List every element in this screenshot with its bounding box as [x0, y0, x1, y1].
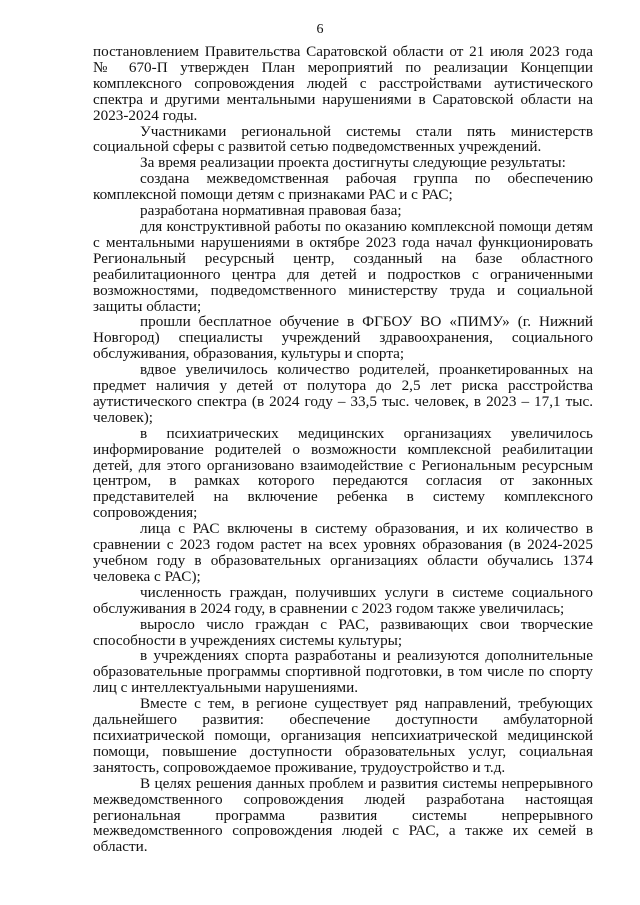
paragraph: выросло число граждан с РАС, развивающих свои творческие способности в учреждениях системы культуры;: [93, 615, 593, 649]
paragraph: постановлением Правительства Саратовской области от 21 июля 2023 года № 670-П утвержден План мероприятий по реализации Концепции комплексного сопровождения людей с расстройствами аутистического спектра и другими ментальными нарушениями в Саратовской области на 2023-2024 годы.: [93, 43, 593, 124]
paragraph: Вместе с тем, в регионе существует ряд направлений, требующих дальнейшего развития: обеспечение доступности амбулаторной психиатрической помощи, организация непсихиатрической медицинской помощи, повышение доступности образовательных услуг, социальная занятость, сопровождаемое проживание, трудоустройство и т.д.: [93, 695, 593, 776]
paragraph: численность граждан, получивших услуги в системе социального обслуживания в 2024 году, в сравнении с 2023 годом также увеличилась;: [93, 583, 593, 617]
paragraph: для конструктивной работы по оказанию комплексной помощи детям с ментальными нарушениями в октябре 2023 года начал функционировать Региональный ресурсный центр, созданный на базе областного реабилитационного центра для детей и подростков с ограниченными возможностями, подведомственного министерству труда и социальной защиты области;: [93, 217, 593, 315]
paragraph: В целях решения данных проблем и развития системы непрерывного межведомственного сопровождения людей разработана настоящая региональная программа развития системы непрерывного межведомственного сопровождения людей с РАС, а также их семей в области.: [93, 774, 593, 856]
paragraph: прошли бесплатное обучение в ФГБОУ ВО «ПИМУ» (г. Нижний Новгород) специалисты учреждений здравоохранения, социального обслуживания, образования, культуры и спорта;: [93, 313, 593, 363]
paragraph: За время реализации проекта достигнуты следующие результаты:: [140, 154, 566, 172]
paragraph: лица с РАС включены в систему образования, и их количество в сравнении с 2023 годом растет на всех уровнях образования (в 2024-2025 учебном году в образовательных организациях области обучались 1374 человека с РАС);: [93, 520, 593, 585]
paragraph: Участниками региональной системы стали пять министерств социальной сферы с развитой сетью подведомственных учреждений.: [93, 122, 593, 156]
paragraph: вдвое увеличилось количество родителей, проанкетированных на предмет наличия у детей от полутора до 2,5 лет риска расстройства аутистического спектра (в 2024 году – 33,5 тыс. человек, в 2023 – 17,1 тыс. человек);: [93, 361, 593, 426]
page-number: 6: [316, 22, 324, 37]
paragraph: создана межведомственная рабочая группа по обеспечению комплексной помощи детям с признаками РАС и с РАС;: [93, 170, 593, 204]
paragraph: в учреждениях спорта разработаны и реализуются дополнительные образовательные программы спортивной подготовки, в том числе по спорту лиц с интеллектуальными нарушениями.: [93, 647, 593, 697]
paragraph: разработана нормативная правовая база;: [140, 202, 402, 220]
document-body: [93, 44, 593, 855]
paragraph: в психиатрических медицинских организациях увеличилось информирование родителей о возможности комплексной реабилитации детей, для этого организовано взаимодействие с Региональным ресурсным центром, в рамках которого передаются согласия от законных представителей на включение ребенка в систему комплексного сопровождения;: [93, 424, 593, 522]
